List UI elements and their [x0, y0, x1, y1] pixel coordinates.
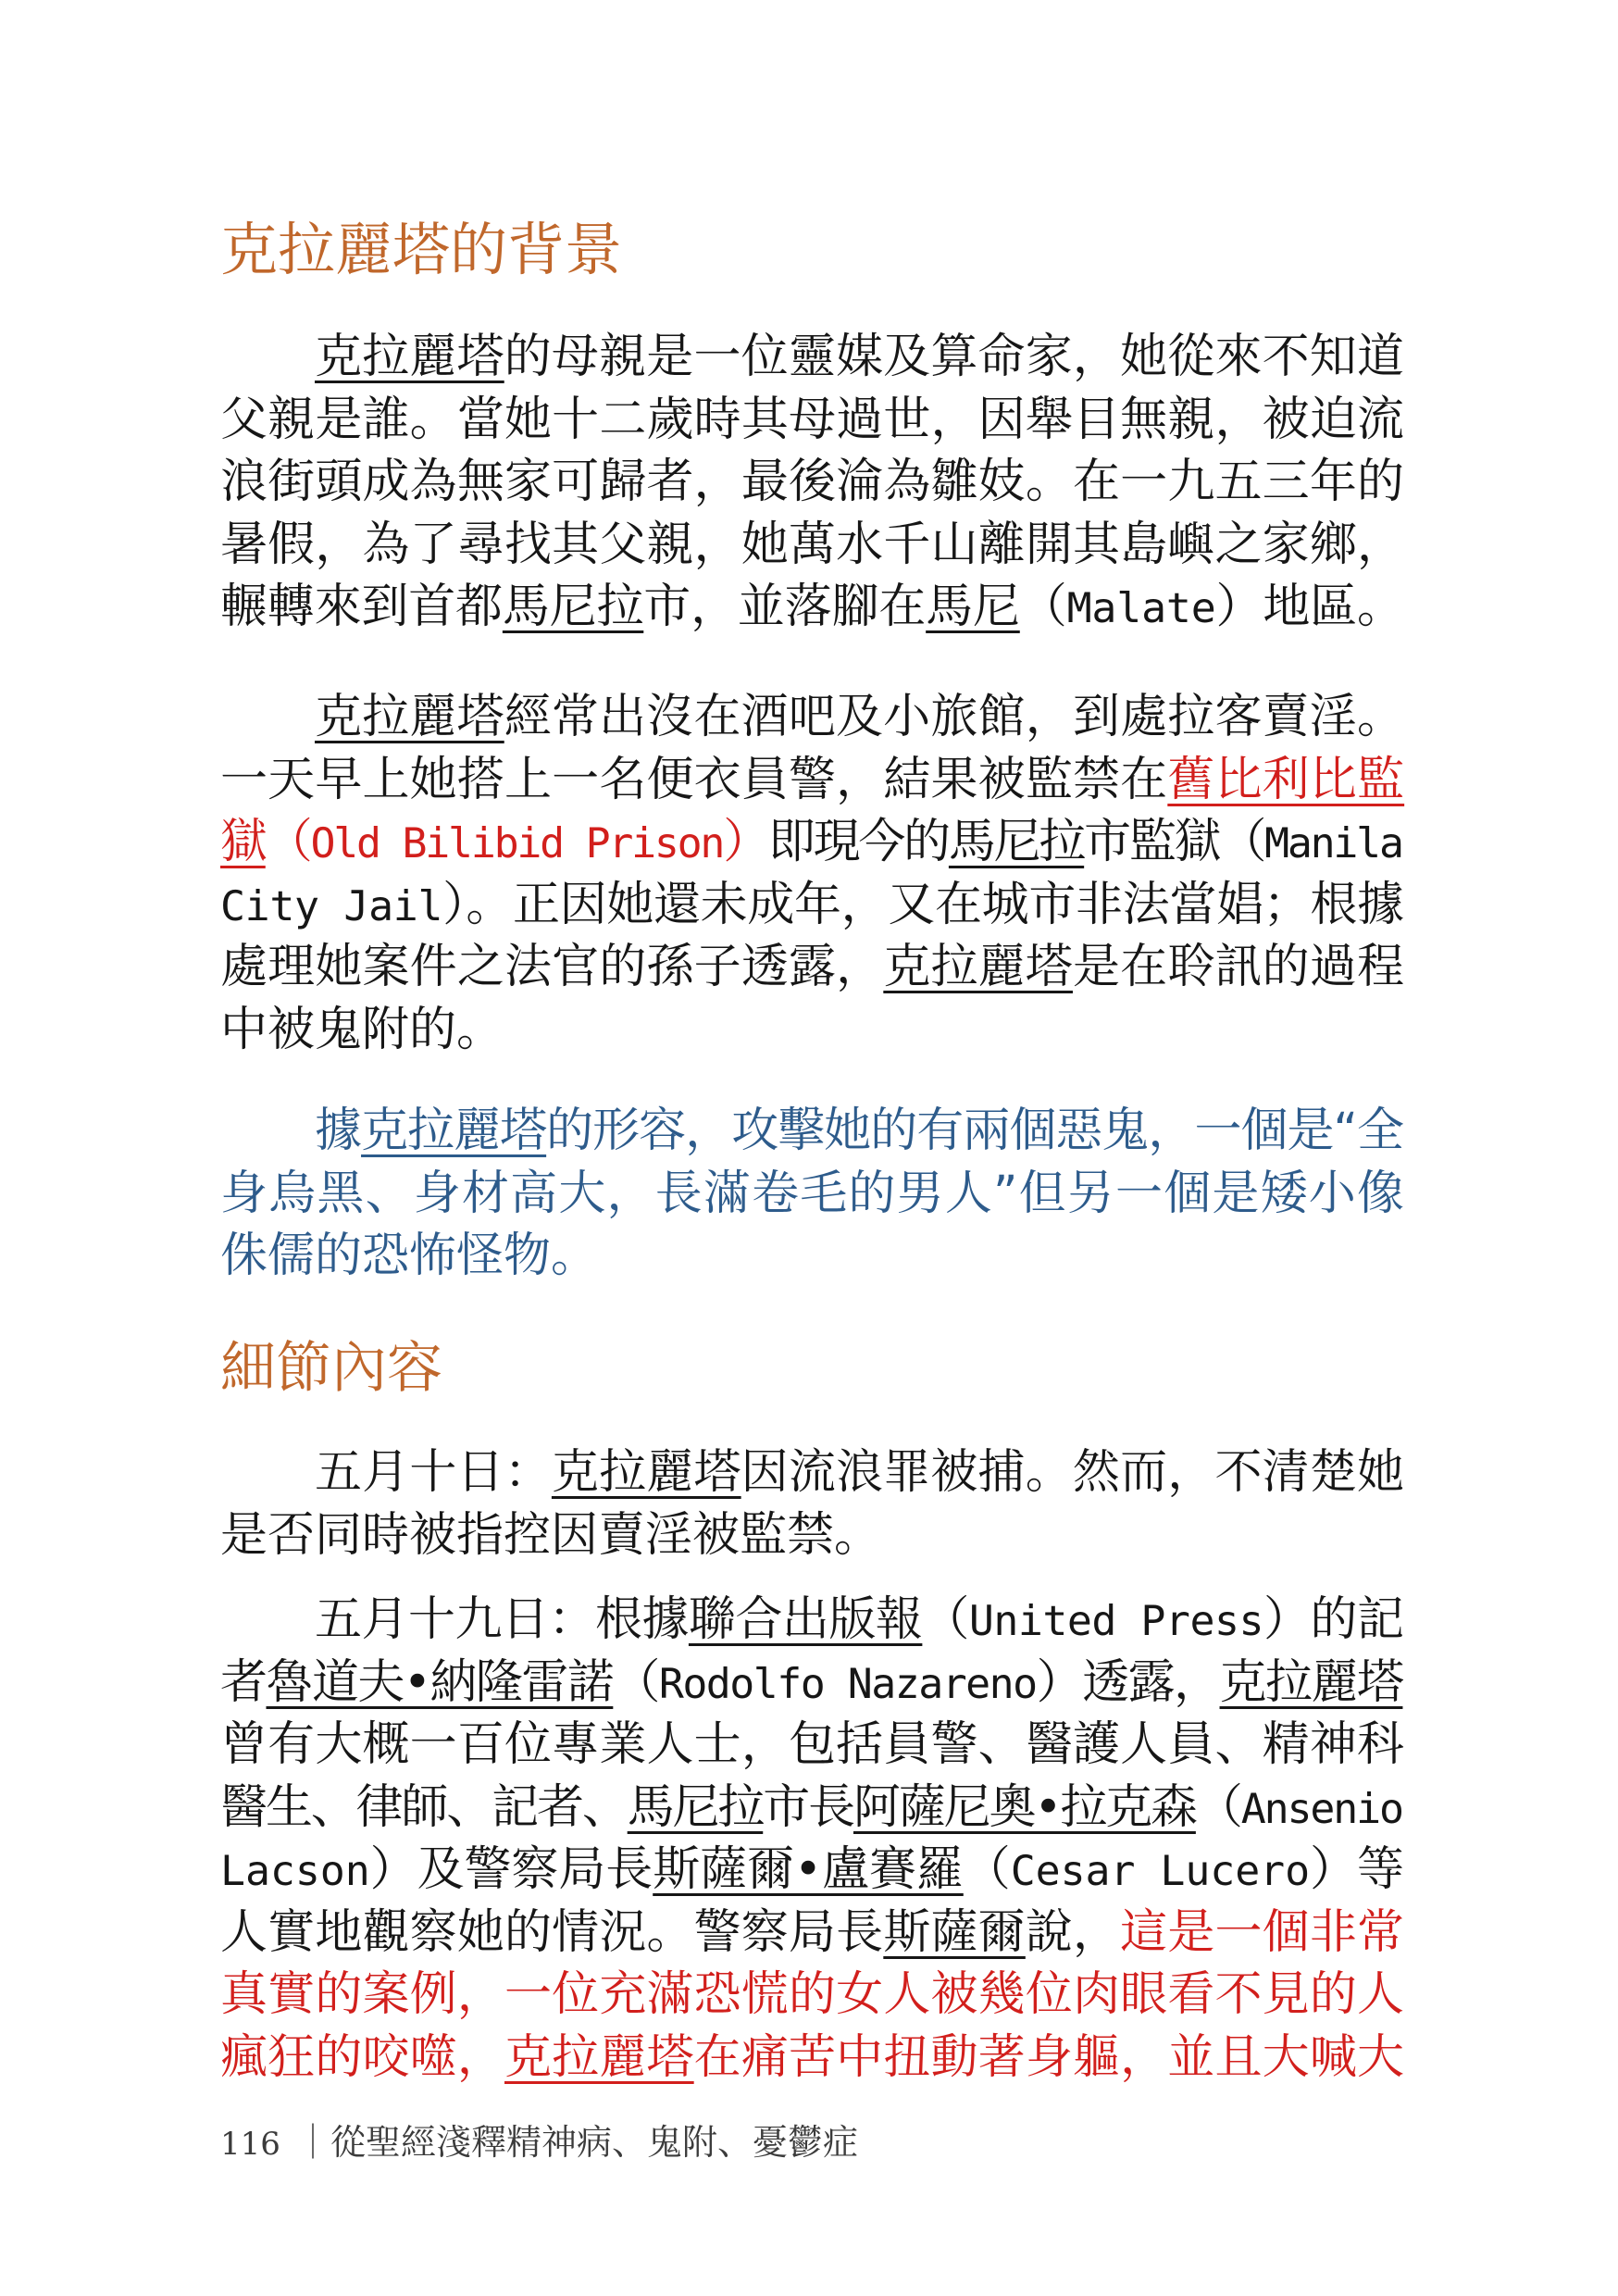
- text-run: ）等: [1310, 1842, 1404, 1897]
- term-link[interactable]: 克拉麗塔: [315, 690, 504, 744]
- text-line: [220, 1652, 1404, 1715]
- term-link[interactable]: 魯道夫•納隆雷諾: [266, 1654, 614, 1710]
- term-link[interactable]: 馬尼拉: [948, 815, 1085, 869]
- term-link[interactable]: 克拉麗塔: [883, 940, 1073, 994]
- text-line: [220, 451, 1404, 514]
- term-link[interactable]: 克拉麗塔: [551, 1445, 741, 1500]
- text-run: 的形容，攻擊她的有兩個惡鬼，一個是“全: [546, 1104, 1403, 1158]
- paragraph-may-19: [220, 1589, 1404, 2089]
- text-run: 五月十日：: [315, 1445, 552, 1500]
- text-line: [220, 389, 1404, 452]
- text-run: 市監獄（: [1084, 815, 1265, 869]
- text-line: [220, 1225, 1404, 1288]
- term-link[interactable]: 馬尼拉: [627, 1779, 764, 1835]
- text-line-content: [220, 389, 1404, 452]
- term-link[interactable]: 克拉麗塔: [504, 2029, 694, 2085]
- text-line: [220, 2027, 1404, 2090]
- text-line: [220, 1163, 1404, 1226]
- text-run: ）: [723, 815, 768, 869]
- text-run: 侏儒的恐怖怪物。: [220, 1229, 599, 1283]
- text-line: [220, 749, 1404, 812]
- text-run: 是否同時被指控因賣淫被監禁。: [220, 1507, 882, 1563]
- text-line: [220, 1839, 1404, 1902]
- text-run: 父親是誰。當她十二歲時其母過世，因舉目無親，被迫流: [220, 392, 1405, 447]
- text-line-content: [220, 1964, 1404, 2027]
- text-run: 一天早上她搭上一名便衣員警，結果被監禁在: [220, 752, 1168, 807]
- text-line: [220, 1441, 1404, 1504]
- text-run: Old Bilibid Prison: [310, 818, 724, 867]
- term-link[interactable]: 馬尼拉: [502, 580, 644, 634]
- text-line-content: [315, 1589, 1403, 1653]
- text-line-content: [315, 686, 1404, 749]
- text-line: [220, 1902, 1404, 1965]
- text-run: 說，: [1025, 1904, 1121, 1960]
- text-run: 因流浪罪被捕。然而，不清楚她: [741, 1445, 1405, 1500]
- text-line: [220, 576, 1404, 639]
- text-run: Ansenio: [1240, 1783, 1402, 1833]
- text-run: 瘋狂的咬噬，: [220, 2029, 504, 2085]
- text-run: （: [922, 1592, 969, 1647]
- text-line: [220, 1964, 1404, 2027]
- text-run: 中被鬼附的。: [220, 1002, 504, 1057]
- text-run: ）的記: [1263, 1592, 1404, 1647]
- page-footer: [220, 2119, 858, 2165]
- text-run: City Jail: [220, 880, 443, 930]
- text-line-content: [220, 1839, 1404, 1903]
- text-line-content: [220, 811, 1402, 875]
- text-line-content: [315, 1100, 1403, 1163]
- text-run: （: [1019, 580, 1067, 634]
- text-run: （: [1195, 1779, 1241, 1835]
- text-run: 身烏黑、身材高大，長滿卷毛的男人”但另一個是矮小像: [220, 1166, 1406, 1221]
- text-run: ）及警察局長: [369, 1842, 653, 1897]
- text-line-content: [220, 1714, 1404, 1777]
- text-line: [220, 326, 1404, 389]
- text-run: 據: [315, 1104, 362, 1158]
- term-link[interactable]: 聯合出版報: [688, 1592, 923, 1647]
- text-run: 暑假，為了尋找其父親，她萬水千山離開其島嶼之家鄉，: [220, 517, 1405, 572]
- text-line-content: [315, 326, 1404, 389]
- text-line: [220, 999, 1404, 1062]
- text-run: ）透露，: [1036, 1654, 1220, 1710]
- text-run: 市長: [763, 1779, 853, 1835]
- text-line-content: [220, 1163, 1405, 1226]
- text-run: 浪街頭成為無家可歸者，最後淪為雛妓。在一九五三年的: [220, 455, 1405, 509]
- text-line-content: [220, 451, 1404, 514]
- term-link[interactable]: 克拉麗塔: [1219, 1654, 1403, 1710]
- text-line-content: [220, 1652, 1402, 1716]
- text-line-content: [315, 1441, 1404, 1504]
- text-line-content: [220, 1777, 1402, 1841]
- text-run: （: [963, 1842, 1011, 1897]
- text-line: [220, 1777, 1404, 1840]
- text-run: 輾轉來到首都: [220, 580, 503, 634]
- text-run: 即現今的: [767, 815, 949, 869]
- text-run: United Press: [968, 1596, 1263, 1645]
- term-link[interactable]: 斯薩爾: [883, 1904, 1026, 1960]
- text-run: Lacson: [220, 1846, 370, 1895]
- text-line-content: [220, 874, 1404, 938]
- text-run: 的母親是一位靈媒及算命家，她從來不知道: [504, 330, 1405, 384]
- paragraph-demon-description: [220, 1100, 1404, 1288]
- paragraph-may-10: [220, 1441, 1404, 1566]
- text-line: [220, 874, 1404, 937]
- text-run: ）地區。: [1215, 580, 1404, 634]
- term-link[interactable]: 馬尼: [926, 580, 1020, 634]
- text-run: 五月十九日：根據: [315, 1592, 689, 1647]
- text-line: [220, 686, 1404, 749]
- text-line: [220, 1714, 1404, 1777]
- text-run: 曾有大概一百位專業人士，包括員警、醫護人員、精神科: [220, 1717, 1405, 1772]
- text-line: [220, 514, 1404, 577]
- text-line: [220, 936, 1404, 999]
- text-run: 真實的案例，一位充滿恐慌的女人被幾位肉眼看不見的人: [220, 1967, 1405, 2022]
- text-run: 在痛苦中扭動著身軀，並且大喊大: [693, 2029, 1405, 2085]
- text-line-content: [220, 1902, 1404, 1965]
- text-line-content: [220, 514, 1404, 577]
- section-heading-details: 細節內容: [220, 1336, 442, 1401]
- text-run: 者: [220, 1654, 267, 1710]
- term-link[interactable]: 克拉麗塔: [315, 330, 504, 384]
- text-line-content: [220, 999, 504, 1062]
- text-run: 是在聆訊的過程: [1072, 940, 1405, 994]
- text-line-content: [220, 1225, 598, 1288]
- text-run: （: [265, 815, 311, 869]
- section-heading-background: 克拉麗塔的背景: [220, 216, 623, 283]
- text-run: 市，並落腳在: [643, 580, 927, 634]
- text-run: Malate: [1066, 583, 1216, 632]
- text-line: [220, 811, 1404, 874]
- term-link[interactable]: 阿薩尼奧•拉克森: [853, 1779, 1196, 1835]
- text-line-content: [220, 576, 1404, 640]
- text-run: 這是一個非常: [1120, 1904, 1405, 1960]
- text-run: 處理她案件之法官的孫子透露，: [220, 940, 884, 994]
- text-line-content: [220, 936, 1404, 999]
- text-line-content: [220, 1504, 881, 1567]
- text-run: 經常出沒在酒吧及小旅館，到處拉客賣淫。: [504, 690, 1405, 744]
- term-link[interactable]: 獄: [220, 815, 266, 869]
- text-run: ）。正因她還未成年，又在城市非法當娼；根據: [442, 877, 1404, 932]
- footer-separator: ｜: [295, 2122, 331, 2163]
- text-run: Rodolfo Nazareno: [658, 1658, 1037, 1708]
- term-link[interactable]: 克拉麗塔: [361, 1104, 547, 1158]
- text-line: [220, 1589, 1404, 1652]
- paragraph-imprisonment: [220, 686, 1404, 1061]
- text-run: 醫生、律師、記者、: [220, 1779, 628, 1835]
- text-line: [220, 1504, 1404, 1567]
- text-run: Cesar Lucero: [1010, 1846, 1311, 1895]
- book-title: 從聖經淺釋精神病、鬼附、憂鬱症: [330, 2122, 859, 2163]
- text-run: Manila: [1264, 818, 1402, 867]
- text-run: 人實地觀察她的情況。警察局長: [220, 1904, 884, 1960]
- term-link[interactable]: 舊比利比監: [1167, 752, 1405, 807]
- text-line-content: [220, 749, 1404, 812]
- text-line: [220, 1100, 1404, 1163]
- text-line-content: [220, 2027, 1404, 2090]
- paragraph-early-life: [220, 326, 1404, 639]
- text-run: （: [613, 1654, 659, 1710]
- page-number: 116: [220, 2126, 280, 2163]
- term-link[interactable]: 斯薩爾•盧賽羅: [653, 1842, 964, 1897]
